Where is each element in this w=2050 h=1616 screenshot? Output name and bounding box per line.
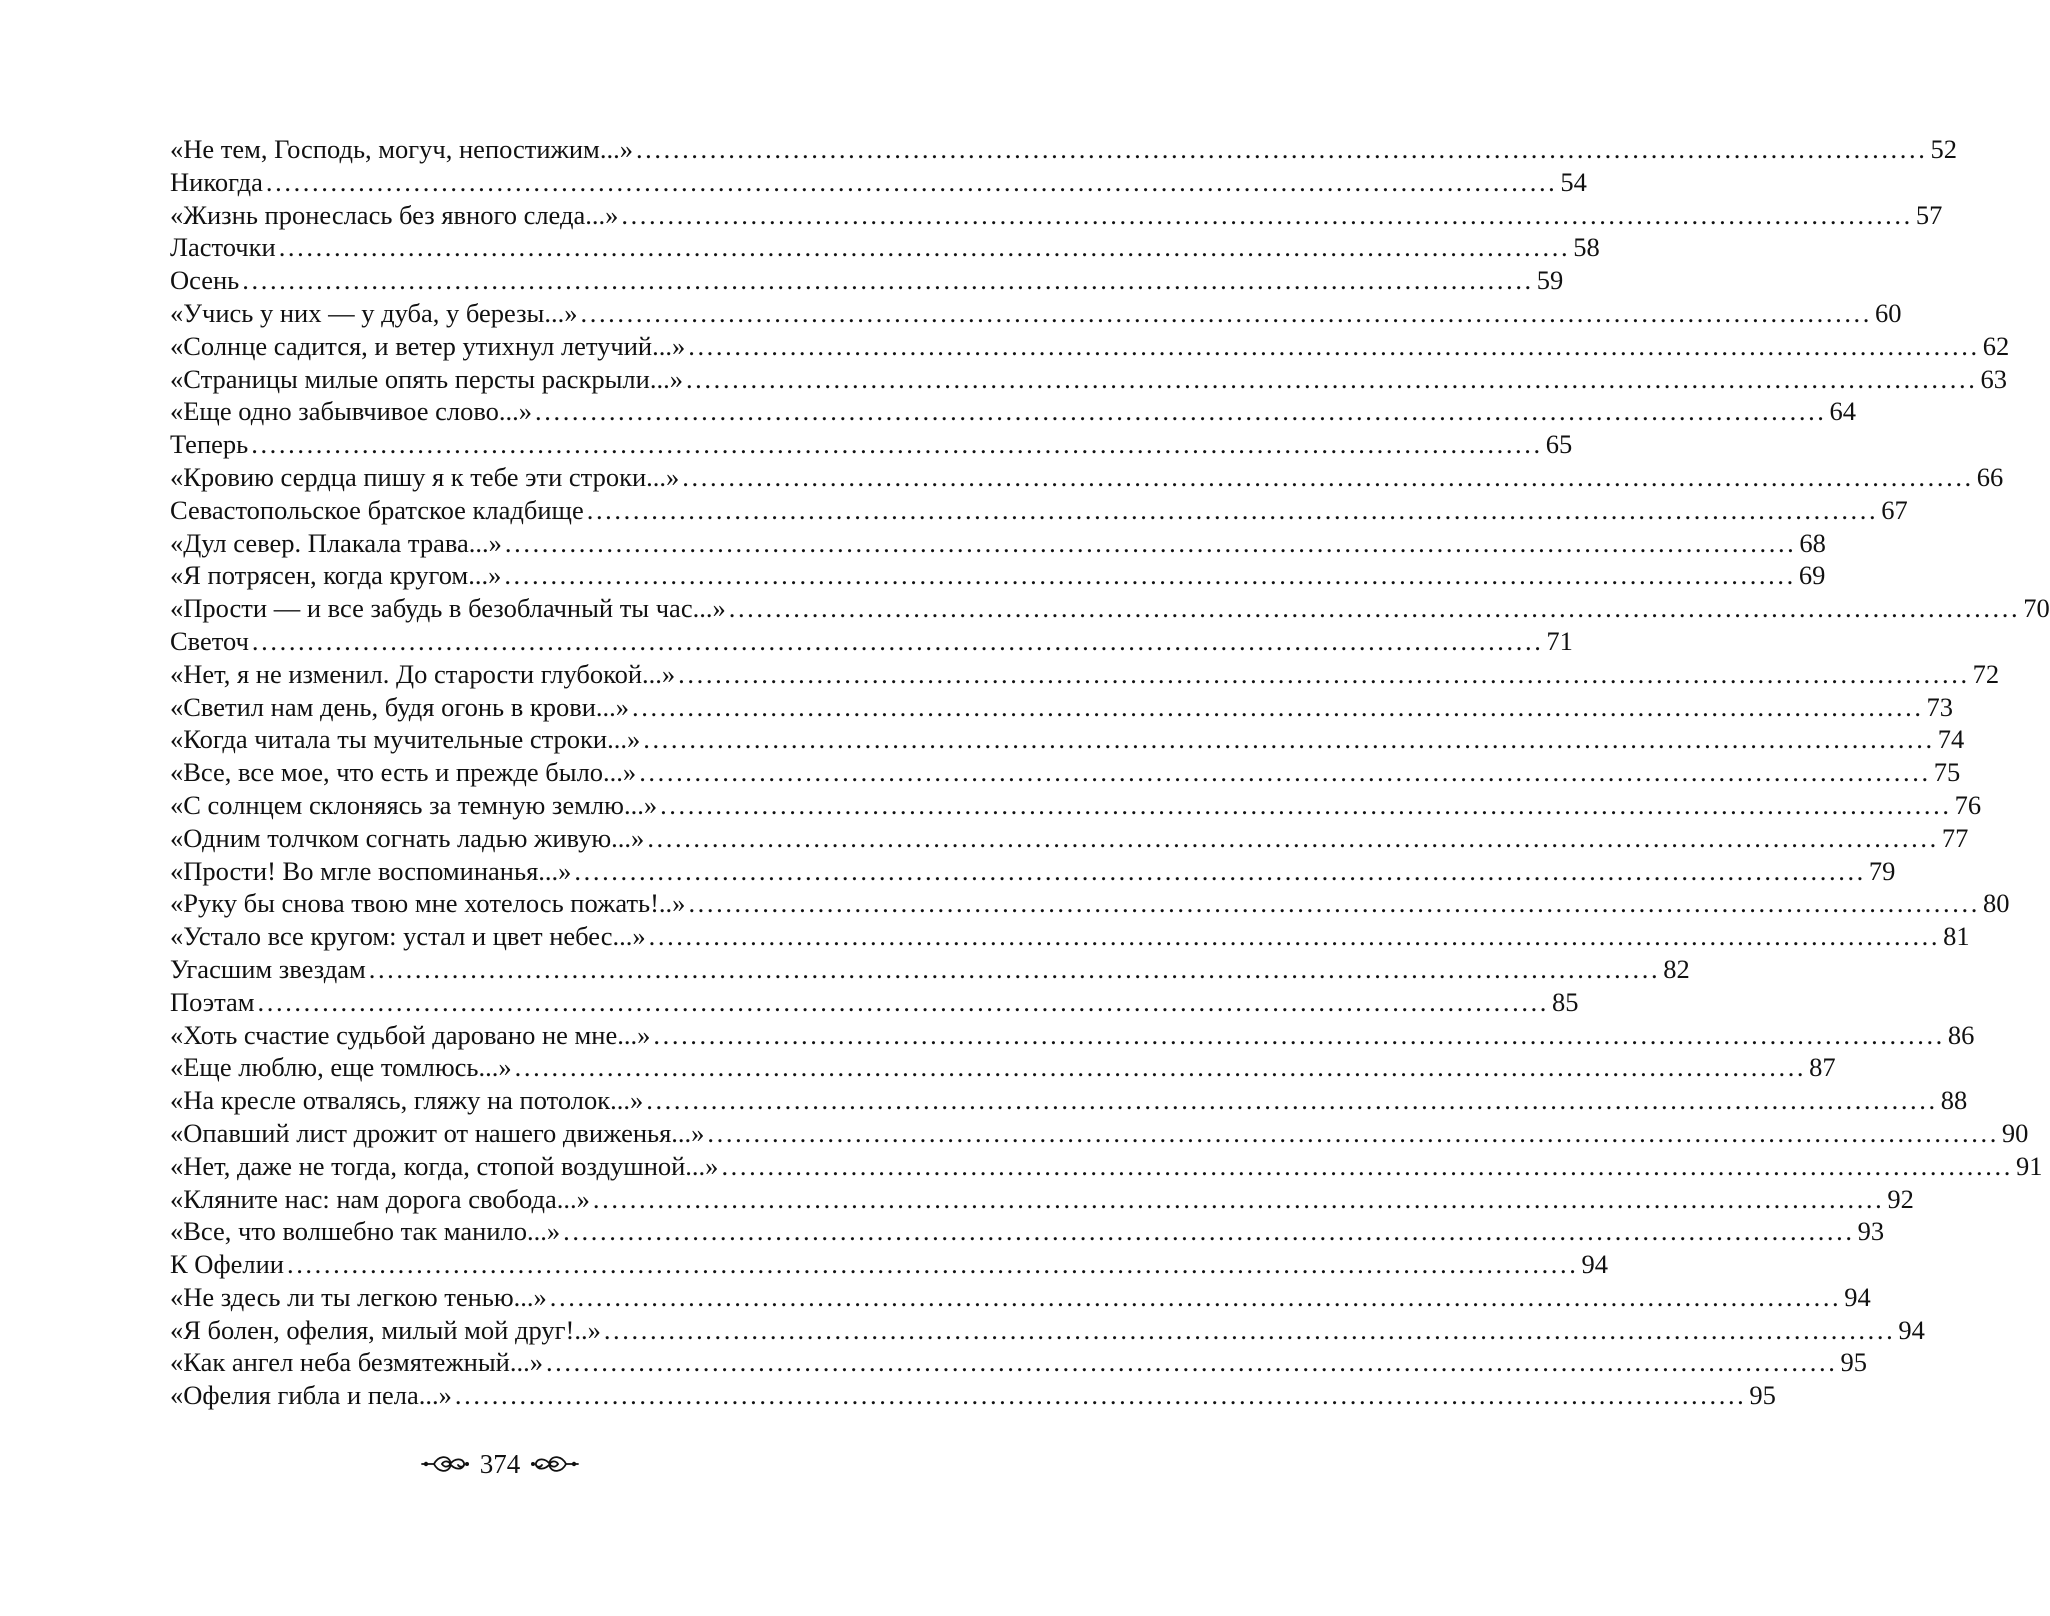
dot-leader: ............................................................................................................................................ xyxy=(586,494,1879,525)
dot-leader: ............................................................................................................................................ xyxy=(251,429,1543,460)
dot-leader: ............................................................................................................................................ xyxy=(545,1347,1838,1378)
dot-leader: ............................................................................................................................................ xyxy=(454,1380,1747,1411)
toc-entry-page: 64 xyxy=(1829,396,1857,427)
toc-entry xyxy=(170,494,1908,527)
dot-leader: ............................................................................................................................................ xyxy=(368,953,1661,984)
toc-entry xyxy=(170,1215,1885,1248)
toc-entry-page: 88 xyxy=(1940,1085,1968,1116)
toc-entry-page: 94 xyxy=(1581,1249,1608,1280)
toc-entry-page: 69 xyxy=(1798,560,1826,591)
toc-entry-page: 90 xyxy=(2001,1117,2029,1148)
toc-entry-page: 59 xyxy=(1536,265,1564,296)
dot-leader: ............................................................................................................................................ xyxy=(286,1249,1579,1280)
toc-entry-page: 60 xyxy=(1875,297,1902,328)
toc-entry xyxy=(170,166,1587,199)
toc-entry-title: «С солнцем склоняясь за темную землю...» xyxy=(170,789,658,820)
toc-entry-title: «Солнце садится, и ветер утихнул летучий...» xyxy=(170,330,686,361)
toc-entry-title: «Нет, даже не тогда, когда, стопой воздушной...» xyxy=(170,1150,719,1181)
toc-entry-title: «Еще одно забывчивое слово...» xyxy=(170,396,533,427)
toc-entry-page: 86 xyxy=(1947,1019,1975,1050)
toc-entry-title: «Все, все мое, что есть и прежде было...» xyxy=(170,757,637,788)
toc-entry xyxy=(170,789,1982,822)
swirl-ornament-icon xyxy=(420,1451,470,1477)
dot-leader: ............................................................................................................................................ xyxy=(278,232,1571,263)
toc-entry-title: «Я потрясен, когда кругом...» xyxy=(170,560,502,591)
dot-leader: ............................................................................................................................................ xyxy=(643,724,1935,755)
dot-leader: ............................................................................................................................................ xyxy=(653,1019,1945,1050)
dot-leader: ............................................................................................................................................ xyxy=(648,921,1941,952)
dot-leader: ............................................................................................................................................ xyxy=(251,625,1544,656)
toc-entry xyxy=(170,1019,1975,1052)
toc-entry-title: Ласточки xyxy=(170,232,276,263)
swirl-ornament-icon xyxy=(530,1451,580,1477)
toc-entry-page: 94 xyxy=(1844,1281,1871,1312)
dot-leader: ............................................................................................................................................ xyxy=(621,199,1913,230)
toc-entry-page: 52 xyxy=(1930,134,1957,164)
toc-entry-page: 57 xyxy=(1915,199,1943,230)
toc-entry-title: Севастопольское братское кладбище xyxy=(170,494,584,525)
toc-entry xyxy=(170,822,1969,855)
dot-leader: ............................................................................................................................................ xyxy=(603,1314,1896,1345)
dot-leader: ............................................................................................................................................ xyxy=(580,297,1872,328)
toc-entry xyxy=(170,363,2007,396)
dot-leader: ............................................................................................................................................ xyxy=(639,757,1931,788)
toc-entry-title: Никогда xyxy=(170,166,263,197)
toc-entry-page: 73 xyxy=(1926,691,1954,722)
toc-entry xyxy=(170,756,1961,789)
dot-leader: ............................................................................................................................................ xyxy=(646,1085,1938,1116)
toc-entry-page: 93 xyxy=(1857,1216,1885,1247)
dot-leader: ............................................................................................................................................ xyxy=(504,560,1796,591)
dot-leader: ............................................................................................................................................ xyxy=(535,396,1827,427)
toc-entry-page: 85 xyxy=(1552,986,1579,1017)
dot-leader: ............................................................................................................................................ xyxy=(257,986,1550,1017)
toc-entry-title: «Жизнь пронеслась без явного следа...» xyxy=(170,199,619,230)
dot-leader: ............................................................................................................................................ xyxy=(574,855,1866,886)
dot-leader: ............................................................................................................................................ xyxy=(685,363,1978,394)
toc-entry-page: 62 xyxy=(1982,330,2010,361)
toc-entry xyxy=(170,986,1579,1019)
dot-leader: ............................................................................................................................................ xyxy=(682,461,1974,492)
toc-entry xyxy=(170,1346,1867,1379)
toc-entry-page: 95 xyxy=(1749,1380,1776,1411)
toc-entry-title: «Когда читала ты мучительные строки...» xyxy=(170,724,641,755)
toc-entry-title: «Руку бы снова твою мне хотелось пожать!..» xyxy=(170,888,686,919)
toc-entry-title: «Опавший лист дрожит от нашего движенья...» xyxy=(170,1117,705,1148)
dot-leader: ............................................................................................................................................ xyxy=(504,527,1797,558)
toc-entry-page: 63 xyxy=(1980,363,2007,394)
toc-entry xyxy=(170,527,1826,560)
toc-entry xyxy=(170,1150,2043,1183)
toc-entry-page: 68 xyxy=(1799,527,1826,558)
toc-entry-title: Угасшим звездам xyxy=(170,953,366,984)
toc-entry xyxy=(170,592,2050,625)
toc-entry xyxy=(170,658,2000,691)
toc-entry xyxy=(170,231,1600,264)
toc-entry-page: 67 xyxy=(1881,494,1908,525)
toc-entry xyxy=(170,1084,1968,1117)
toc-entry xyxy=(170,1183,1914,1216)
toc-entry xyxy=(170,691,1954,724)
dot-leader: ............................................................................................................................................ xyxy=(678,658,1970,689)
toc-entry xyxy=(170,855,1896,888)
toc-entry xyxy=(170,1281,1871,1314)
toc-entry-page: 80 xyxy=(1982,888,2010,919)
toc-entry-page: 71 xyxy=(1546,625,1573,656)
toc-entry-title: «Прости! Во мгле воспоминанья...» xyxy=(170,855,572,886)
toc-entry xyxy=(170,330,2010,363)
toc-entry-title: «Не тем, Господь, могуч, непостижим...» xyxy=(170,134,633,164)
toc-entry-page: 77 xyxy=(1941,822,1969,853)
toc-entry xyxy=(170,1051,1836,1084)
dot-leader: ............................................................................................................................................ xyxy=(688,888,1980,919)
toc-entry xyxy=(170,1314,1925,1347)
dot-leader: ............................................................................................................................................ xyxy=(592,1183,1885,1214)
dot-leader: ............................................................................................................................................ xyxy=(265,166,1558,197)
toc-entry-page: 74 xyxy=(1937,724,1965,755)
toc-entry xyxy=(170,887,2010,920)
dot-leader: ............................................................................................................................................ xyxy=(635,134,1928,164)
toc-entry-title: «Прости — и все забудь в безоблачный ты час...» xyxy=(170,593,726,624)
toc-entry-title: Осень xyxy=(170,265,240,296)
dot-leader: ............................................................................................................................................ xyxy=(721,1150,2013,1181)
toc-entry-title: «Кляните нас: нам дорога свобода...» xyxy=(170,1183,590,1214)
toc-entry xyxy=(170,953,1690,986)
toc-entry-title: Теперь xyxy=(170,429,249,460)
toc-entry-page: 94 xyxy=(1898,1314,1925,1345)
dot-leader: ............................................................................................................................................ xyxy=(728,593,2021,624)
toc-entry-page: 65 xyxy=(1545,429,1573,460)
toc-entry-title: «Как ангел неба безмятежный...» xyxy=(170,1347,543,1378)
toc-entry xyxy=(170,1248,1608,1281)
dot-leader: ............................................................................................................................................ xyxy=(707,1117,1999,1148)
toc-entry-title: «Хоть счастие судьбой даровано не мне...» xyxy=(170,1019,651,1050)
toc-entry-title: «Светил нам день, будя огонь в крови...» xyxy=(170,691,630,722)
toc-entry-title: К Офелии xyxy=(170,1249,284,1280)
dot-leader: ............................................................................................................................................ xyxy=(514,1052,1807,1083)
toc-entry-page: 75 xyxy=(1933,757,1961,788)
toc-entry xyxy=(170,428,1573,461)
toc-entry xyxy=(170,297,1902,330)
toc-entry-page: 54 xyxy=(1560,166,1587,197)
toc-entry-title: «Одним толчком согнать ладью живую...» xyxy=(170,822,645,853)
toc-entry-page: 79 xyxy=(1868,855,1896,886)
toc-entry-page: 66 xyxy=(1976,461,2004,492)
toc-entry xyxy=(170,920,1970,953)
toc-entry xyxy=(170,199,1943,232)
toc-entry-title: «Кровию сердца пишу я к тебе эти строки...» xyxy=(170,461,680,492)
toc-entry-page: 70 xyxy=(2023,593,2050,624)
toc-entry-title: «Устало все кругом: устал и цвет небес...» xyxy=(170,921,646,952)
toc-entry-page: 91 xyxy=(2015,1150,2043,1181)
toc-entry-page: 82 xyxy=(1663,953,1690,984)
toc-entry xyxy=(170,625,1573,658)
toc-entry xyxy=(170,1379,1776,1412)
toc-entry xyxy=(170,1117,2029,1150)
toc-entry xyxy=(170,723,1965,756)
page-number: 374 xyxy=(479,1449,521,1479)
toc-entry-title: Светоч xyxy=(170,625,249,656)
dot-leader: ............................................................................................................................................ xyxy=(549,1281,1842,1312)
toc-entry-title: «Страницы милые опять персты раскрыли...» xyxy=(170,363,683,394)
toc-entry-title: «Я болен, офелия, милый мой друг!..» xyxy=(170,1314,601,1345)
toc-entry xyxy=(170,461,2004,494)
toc-entry xyxy=(170,559,1826,592)
toc-entry-page: 87 xyxy=(1809,1052,1836,1083)
dot-leader: ............................................................................................................................................ xyxy=(563,1216,1855,1247)
toc-entry-page: 95 xyxy=(1840,1347,1867,1378)
toc-entry-title: «На кресле отвалясь, гляжу на потолок...» xyxy=(170,1085,644,1116)
toc-entry-page: 92 xyxy=(1887,1183,1914,1214)
toc-entry-title: «Учись у них — у дуба, у березы...» xyxy=(170,297,578,328)
dot-leader: ............................................................................................................................................ xyxy=(660,789,1952,820)
toc-entry-title: «Не здесь ли ты легкою тенью...» xyxy=(170,1281,547,1312)
toc-entry xyxy=(170,395,1857,428)
toc-entry-page: 58 xyxy=(1573,232,1600,263)
dot-leader: ............................................................................................................................................ xyxy=(242,265,1534,296)
page-footer xyxy=(0,1448,1000,1480)
table-of-contents xyxy=(170,133,2050,1412)
toc-entry-title: «Еще люблю, еще томлюсь...» xyxy=(170,1052,512,1083)
toc-entry-title: «Дул север. Плакала трава...» xyxy=(170,527,502,558)
toc-entry-page: 72 xyxy=(1972,658,2000,689)
toc-entry-title: Поэтам xyxy=(170,986,255,1017)
toc-entry xyxy=(170,264,1564,297)
dot-leader: ............................................................................................................................................ xyxy=(647,822,1939,853)
dot-leader: ............................................................................................................................................ xyxy=(688,330,1980,361)
dot-leader: ............................................................................................................................................ xyxy=(632,691,1924,722)
toc-entry-title: «Нет, я не изменил. До старости глубокой...» xyxy=(170,658,676,689)
toc-entry-title: «Все, что волшебно так манило...» xyxy=(170,1216,561,1247)
toc-entry xyxy=(170,133,1957,166)
toc-entry-page: 81 xyxy=(1943,921,1970,952)
toc-entry-title: «Офелия гибла и пела...» xyxy=(170,1380,452,1411)
toc-entry-page: 76 xyxy=(1954,789,1982,820)
